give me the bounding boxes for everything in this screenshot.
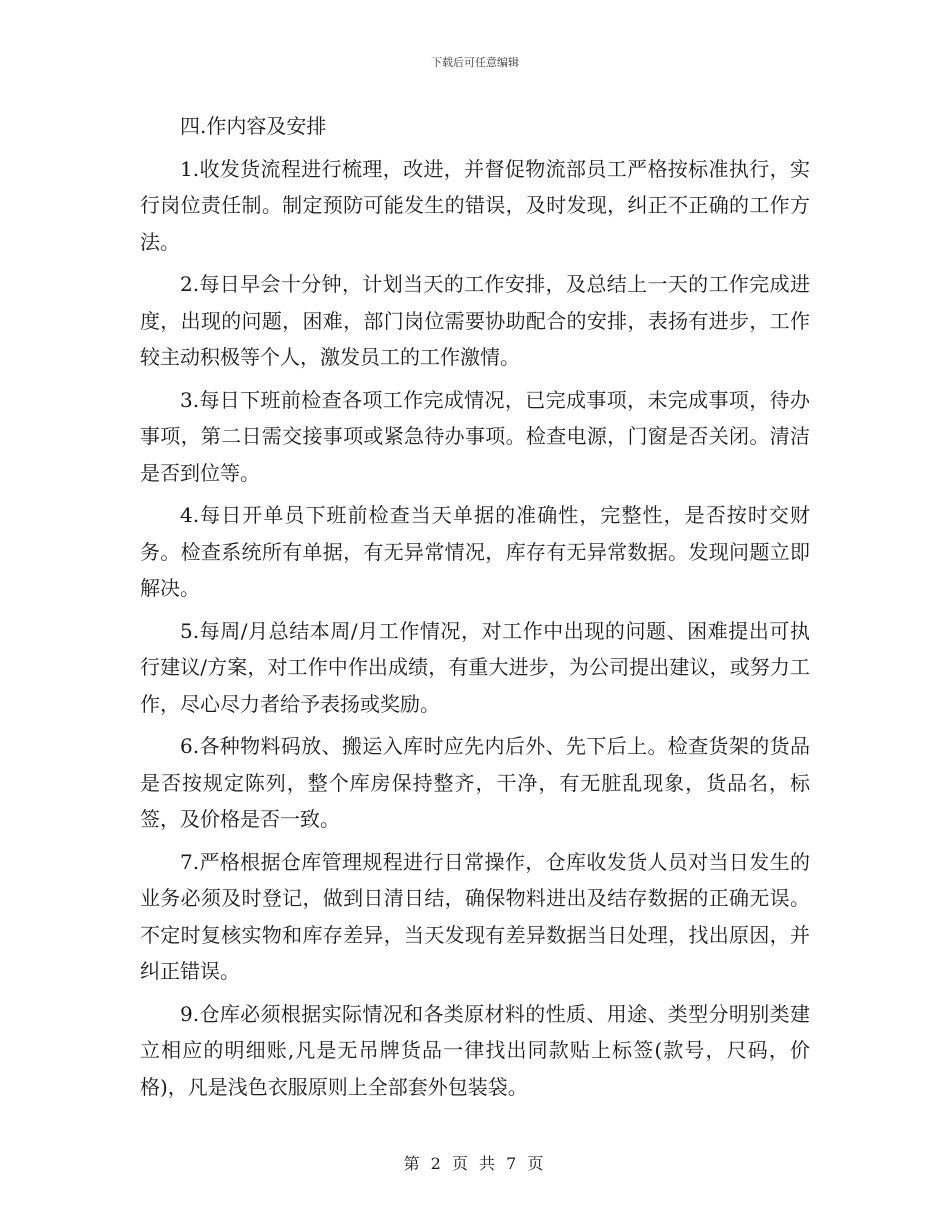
- document-body: [140, 108, 810, 1111]
- page-number: 第 2 页 共 7 页: [403, 1154, 547, 1173]
- paragraph-3: 3.每日下班前检查各项工作完成情况，已完成事项，未完成事项，待办事项，第二日需交接事项或紧急待办事项。检查电源，门窗是否关闭。清洁是否到位等。: [140, 387, 810, 485]
- paragraph-6: 6.各种物料码放、搬运入库时应先内后外、先下后上。检查货架的货品是否按规定陈列，整个库房保持整齐，干净，有无脏乱现象，货品名，标签，及价格是否一致。: [140, 734, 810, 831]
- section-heading: 四.作内容及安排: [180, 114, 327, 138]
- paragraph-9: 9.仓库必须根据实际情况和各类原材料的性质、用途、类型分明别类建立相应的明细账,凡是无吊牌货品一律找出同款贴上标签(款号，尺码，价格)，凡是浅色衣服原则上全部套外包装袋。: [140, 1001, 810, 1099]
- paragraph-1: 1.收发货流程进行梳理，改进，并督促物流部员工严格按标准执行，实行岗位责任制。制定预防可能发生的错误，及时发现，纠正不正确的工作方法。: [140, 156, 810, 254]
- page-header: 下载后可任意编辑: [431, 56, 519, 69]
- paragraph-7: 7.严格根据仓库管理规程进行日常操作，仓库收发货人员对当日发生的业务必须及时登记，做到日清日结，确保物料进出及结存数据的正确无误。不定时复核实物和库存差异，当天发现有差异数据当日处理，找出原因，并纠正错误。: [140, 849, 810, 983]
- paragraph-5: 5.每周/月总结本周/月工作情况，对工作中出现的问题、困难提出可执行建议/方案，对工作中作出成绩，有重大进步，为公司提出建议，或努力工作，尽心尽力者给予表扬或奖励。: [140, 618, 810, 716]
- paragraph-2: 2.每日早会十分钟，计划当天的工作安排，及总结上一天的工作完成进度，出现的问题，困难，部门岗位需要协助配合的安排，表扬有进步，工作较主动积极等个人，激发员工的工作激情。: [140, 272, 810, 369]
- paragraph-4: 4.每日开单员下班前检查当天单据的准确性，完整性，是否按时交财务。检查系统所有单据，有无异常情况，库存有无异常数据。发现问题立即解决。: [140, 503, 810, 600]
